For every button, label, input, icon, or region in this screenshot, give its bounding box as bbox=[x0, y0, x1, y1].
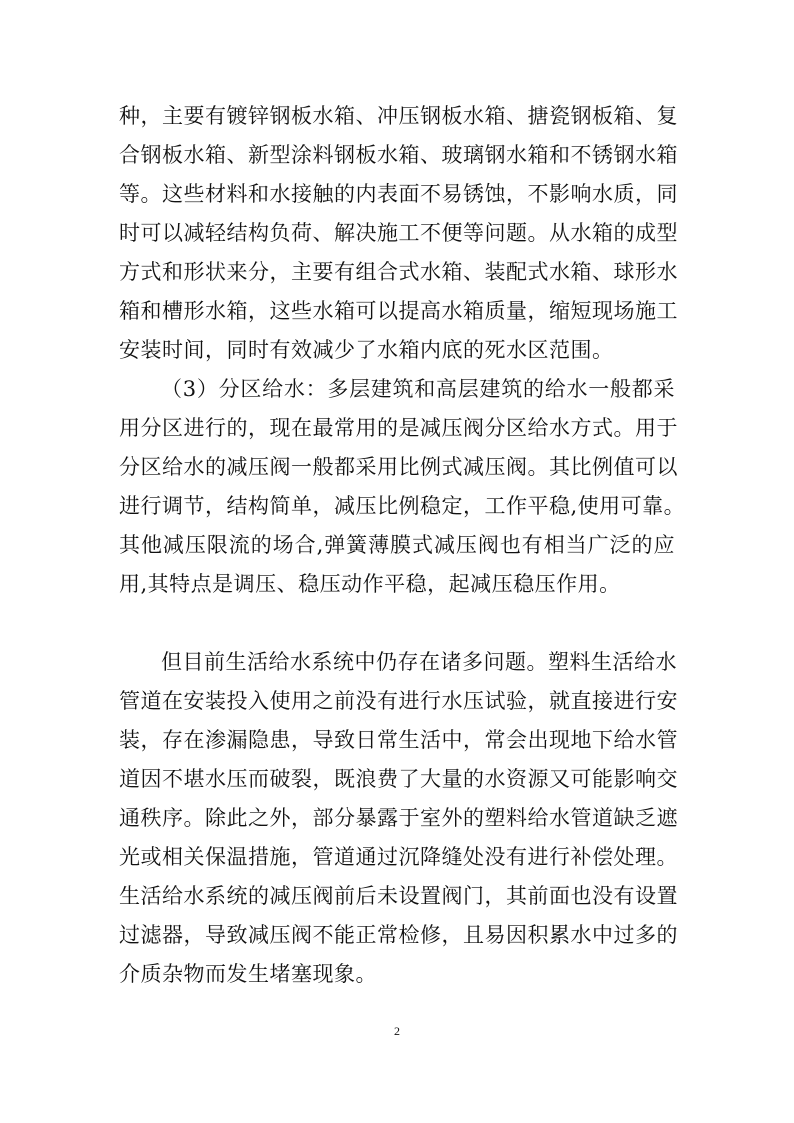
text-line: 光或相关保温措施，管道通过沉降缝处没有进行补偿处理。 bbox=[119, 845, 678, 869]
text-line: 用分区进行的，现在最常用的是减压阀分区给水方式。用于 bbox=[119, 416, 678, 440]
text-line: 时可以减轻结构负荷、解决施工不便等问题。从水箱的成型 bbox=[119, 221, 678, 245]
text-line: 种，主要有镀锌钢板水箱、冲压钢板水箱、搪瓷钢板箱、复 bbox=[119, 104, 678, 128]
text-line: 箱和槽形水箱，这些水箱可以提高水箱质量，缩短现场施工 bbox=[119, 299, 678, 323]
text-line: 方式和形状来分，主要有组合式水箱、装配式水箱、球形水 bbox=[119, 260, 678, 284]
text-line: 装，存在渗漏隐患，导致日常生活中，常会出现地下给水管 bbox=[119, 728, 678, 752]
text-line: 等。这些材料和水接触的内表面不易锈蚀，不影响水质，同 bbox=[119, 182, 678, 206]
text-line: 安装时间，同时有效减少了水箱内底的死水区范围。 bbox=[119, 338, 614, 362]
text-line: 通秩序。除此之外，部分暴露于室外的塑料给水管道缺乏遮 bbox=[119, 806, 678, 830]
text-line: 管道在安装投入使用之前没有进行水压试验，就直接进行安 bbox=[119, 689, 678, 713]
page-number: 2 bbox=[394, 1024, 400, 1038]
text-line: （3）分区给水：多层建筑和高层建筑的给水一般都采 bbox=[161, 377, 675, 401]
text-line: 道因不堪水压而破裂，既浪费了大量的水资源又可能影响交 bbox=[119, 767, 678, 791]
text-line: 但目前生活给水系统中仍存在诸多问题。塑料生活给水 bbox=[161, 650, 677, 674]
text-line: 介质杂物而发生堵塞现象。 bbox=[119, 962, 377, 986]
text-line: 过滤器，导致减压阀不能正常检修，且易因积累水中过多的 bbox=[119, 923, 678, 947]
text-line: 用,其特点是调压、稳压动作平稳，起减压稳压作用。 bbox=[119, 572, 621, 596]
text-line: 分区给水的减压阀一般都采用比例式减压阀。其比例值可以 bbox=[119, 455, 678, 479]
text-line: 其他减压限流的场合,弹簧薄膜式减压阀也有相当广泛的应 bbox=[119, 533, 675, 557]
text-line: 进行调节，结构简单，减压比例稳定，工作平稳,使用可靠。 bbox=[119, 494, 686, 518]
text-line: 合钢板水箱、新型涂料钢板水箱、玻璃钢水箱和不锈钢水箱 bbox=[119, 143, 678, 167]
text-line: 生活给水系统的减压阀前后未设置阀门，其前面也没有设置 bbox=[119, 884, 678, 908]
